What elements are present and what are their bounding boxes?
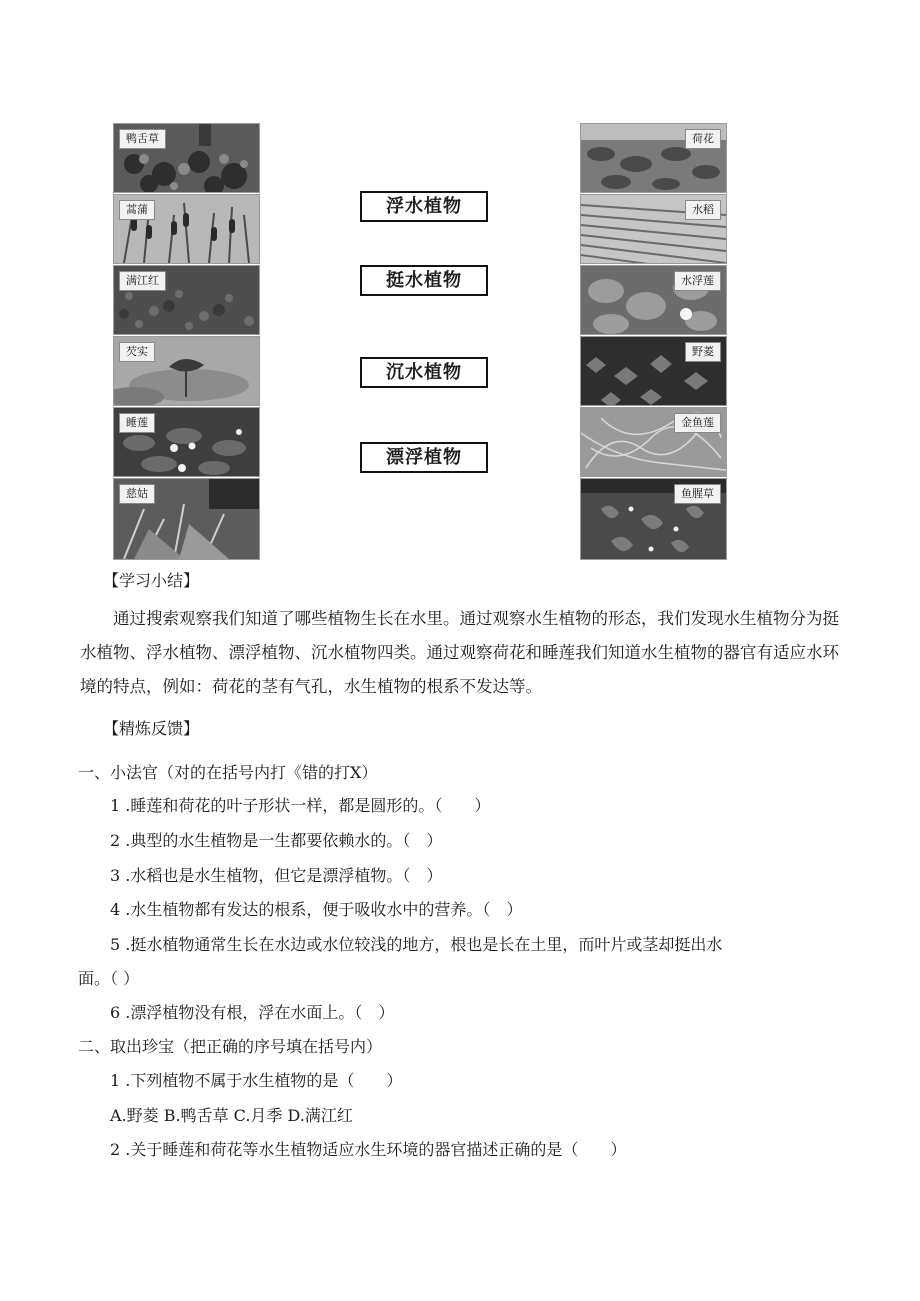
section1-item-5-continued: 面。（ ） — [78, 969, 140, 988]
section1-item-5: 5 .挺水植物通常生长在水边或水位较浅的地方，根也是长在土里，而叶片或茎却挺出水 — [110, 935, 723, 954]
photo-arrowhead — [113, 478, 260, 560]
section1-item-6: 6 .漂浮植物没有根，浮在水面上。（ ） — [110, 1003, 395, 1022]
photo-label: 鱼腥草 — [674, 484, 721, 504]
photo-hornwort — [580, 407, 727, 477]
section1-title: 一、小法官（对的在括号内打《错的打X） — [78, 763, 378, 782]
section1-item-1: 1 .睡莲和荷花的叶子形状一样，都是圆形的。（ ） — [110, 796, 491, 815]
photo-label: 鸭舌草 — [119, 129, 166, 149]
photo-label: 芡实 — [119, 342, 155, 362]
left-photo-column — [113, 123, 260, 563]
category-box-emergent: 挺水植物 — [360, 265, 488, 296]
photo-label: 金鱼莲 — [674, 413, 721, 433]
section1-item-4: 4 .水生植物都有发达的根系，便于吸收水中的营养。（ ） — [110, 900, 523, 919]
photo-label: 睡莲 — [119, 413, 155, 433]
right-photo-column — [580, 123, 727, 563]
photo-water-lily — [113, 407, 260, 477]
photo-label: 水稻 — [685, 200, 721, 220]
section2-question-1-options: A.野菱 B.鸭舌草 C.月季 D.满江红 — [110, 1106, 353, 1125]
photo-label: 蒿蒲 — [119, 200, 155, 220]
photo-water-hyacinth — [580, 265, 727, 335]
summary-paragraph: 通过搜索观察我们知道了哪些植物生长在水里。通过观察水生植物的形态，我们发现水生植物分为挺水植物、浮水植物、漂浮植物、沉水植物四类。通过观察荷花和睡莲我们知道水生植物的器官有适应水环境的特点，例如：荷花的茎有气孔，水生植物的根系不发达等。 — [80, 609, 839, 696]
section2-question-1: 1 .下列植物不属于水生植物的是（ ） — [110, 1071, 403, 1090]
feedback-heading: 【精炼反馈】 — [103, 719, 200, 738]
photo-label: 荷花 — [685, 129, 721, 149]
category-box-floating-leaf: 浮水植物 — [360, 191, 488, 222]
category-box-submerged: 沉水植物 — [360, 357, 488, 388]
photo-gorgon — [113, 336, 260, 406]
photo-houttuynia — [580, 478, 727, 560]
section1-item-3: 3 .水稻也是水生植物，但它是漂浮植物。（ ） — [110, 866, 443, 885]
photo-lotus — [580, 123, 727, 193]
category-box-free-floating: 漂浮植物 — [360, 442, 488, 473]
section1-item-2: 2 .典型的水生植物是一生都要依赖水的。（ ） — [110, 831, 443, 850]
photo-water-chestnut — [580, 336, 727, 406]
section2-title: 二、取出珍宝（把正确的序号填在括号内） — [78, 1037, 383, 1056]
photo-label: 满江红 — [119, 271, 166, 291]
summary-heading: 【学习小结】 — [103, 571, 200, 590]
photo-label: 野菱 — [685, 342, 721, 362]
photo-label: 慈姑 — [119, 484, 155, 504]
photo-cattail — [113, 194, 260, 264]
photo-label: 水浮莲 — [674, 271, 721, 291]
photo-duck-tongue-grass — [113, 123, 260, 193]
section2-question-2: 2 .关于睡莲和荷花等水生植物适应水生环境的器官描述正确的是（ ） — [110, 1140, 627, 1159]
photo-azolla — [113, 265, 260, 335]
photo-rice — [580, 194, 727, 264]
